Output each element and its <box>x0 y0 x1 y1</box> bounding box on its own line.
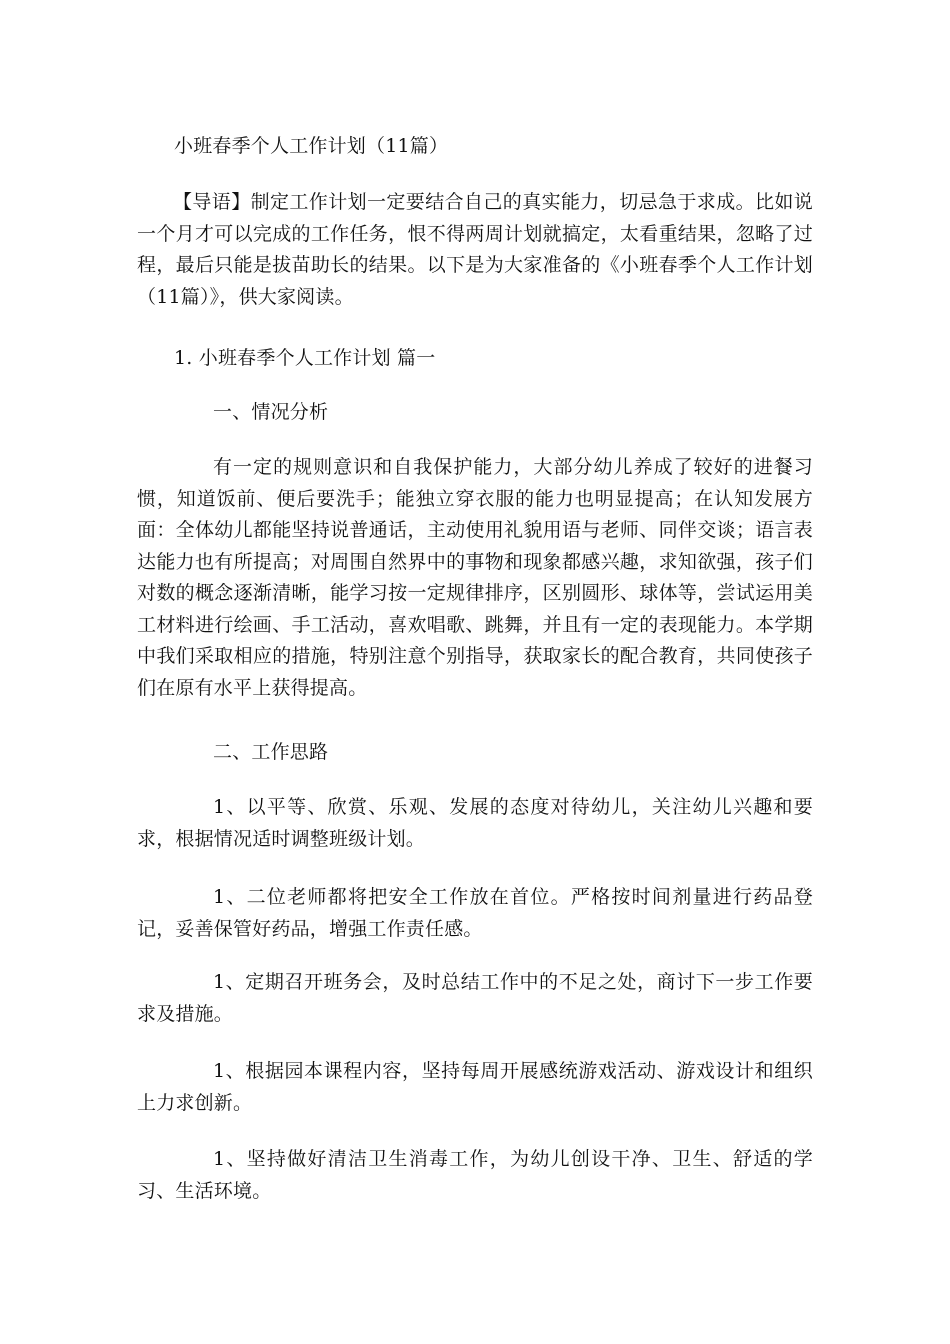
intro-paragraph: 【导语】制定工作计划一定要结合自己的真实能力，切忌急于求成。比如说一个月才可以完成的工作任务，恨不得两周计划就搞定，太看重结果，忽略了过程，最后只能是拔苗助长的结果。以下是为大家准备的《小班春季个人工作计划（11篇）》，供大家阅读。 <box>137 191 813 308</box>
list-item: 1、以平等、欣赏、乐观、发展的态度对待幼儿，关注幼儿兴趣和要求，根据情况适时调整班级计划。 <box>137 796 813 850</box>
subsection-heading-approach: 二、工作思路 <box>213 741 329 763</box>
section-title: 1. 小班春季个人工作计划 篇一 <box>174 347 436 369</box>
list-item: 1、定期召开班务会，及时总结工作中的不足之处，商讨下一步工作要求及措施。 <box>137 971 813 1025</box>
subsection-heading-analysis: 一、情况分析 <box>213 401 329 423</box>
analysis-paragraph: 有一定的规则意识和自我保护能力，大部分幼儿养成了较好的进餐习惯，知道饭前、便后要洗手；能独立穿衣服的能力也明显提高；在认知发展方面：全体幼儿都能坚持说普通话，主动使用礼貌用语与老师、同伴交谈；语言表达能力也有所提高；对周围自然界中的事物和现象都感兴趣，求知欲强，孩子们对数的概念逐渐清晰，能学习按一定规律排序，区别圆形、球体等，尝试运用美工材料进行绘画、手工活动，喜欢唱歌、跳舞，并且有一定的表现能力。本学期中我们采取相应的措施，特别注意个别指导，获取家长的配合教育，共同使孩子们在原有水平上获得提高。 <box>137 456 813 699</box>
list-item: 1、根据园本课程内容，坚持每周开展感统游戏活动、游戏设计和组织上力求创新。 <box>137 1060 813 1114</box>
list-item: 1、坚持做好清洁卫生消毒工作，为幼儿创设干净、卫生、舒适的学习、生活环境。 <box>137 1148 813 1202</box>
list-item: 1、二位老师都将把安全工作放在首位。严格按时间剂量进行药品登记，妥善保管好药品，增强工作责任感。 <box>137 886 813 940</box>
document-title: 小班春季个人工作计划（11篇） <box>174 135 449 157</box>
